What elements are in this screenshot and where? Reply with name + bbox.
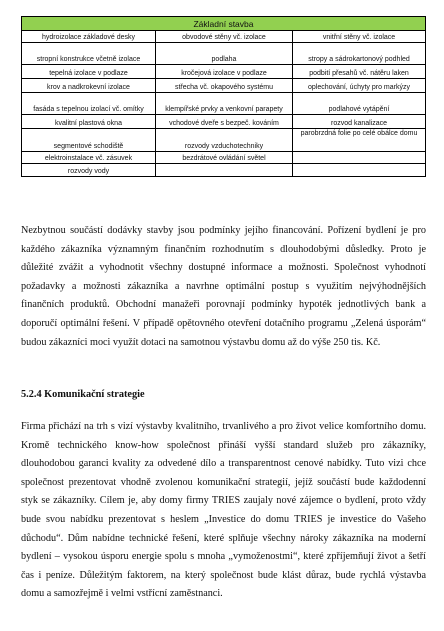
table-cell: tepelná izolace v podlaze xyxy=(22,65,156,79)
table-cell: elektroinstalace vč. zásuvek xyxy=(22,152,156,164)
table-cell: vchodové dveře s bezpeč. kováním xyxy=(156,115,293,129)
table-row xyxy=(22,65,426,79)
table-row xyxy=(22,129,426,152)
table-cell: krov a nadkrokevní izolace xyxy=(22,79,156,93)
table-row xyxy=(22,31,426,43)
table-cell: rozvod kanalizace xyxy=(293,115,426,129)
table-cell: stropy a sádrokartonový podhled xyxy=(293,43,426,65)
section-heading: 5.2.4 Komunikační strategie xyxy=(21,389,145,400)
table-cell xyxy=(293,164,426,177)
table-cell: oplechování, úchyty pro markýzy xyxy=(293,79,426,93)
financing-paragraph: Nezbytnou součástí dodávky stavby jsou podmínky jejího financování. Pořízení bydlení je pro každého zákazníka významným finančním rozhodnutím s dlouhodobými důsledky. Proto je důležité zvážit a vyhodnotit všechny dostupné informace a možnosti. Společnost vyhodnotí požadavky a možnosti zákazníka a navrhne optimální postup s využitím nejvýhodnějších finančních produktů. Obchodní manažeři porovnají podmínky hypoték jednotlivých bank a doporučí optimální řešení. V případě opětovného otevření dotačního programu „Zelená úsporám“ budou zákazníci moci využít dotaci na samotnou výstavbu domu až do výše 250 tis. Kč. xyxy=(21,225,426,348)
table-cell: kvalitní plastová okna xyxy=(22,115,156,129)
table-cell xyxy=(293,152,426,164)
table-cell: podbití přesahů vč. nátěru laken xyxy=(293,65,426,79)
table-cell: klempířské prvky a venkovní parapety xyxy=(156,93,293,115)
table-cell: bezdrátové ovládání světel xyxy=(156,152,293,164)
table-cell: vnitřní stěny vč. izolace xyxy=(293,31,426,43)
table-row xyxy=(22,115,426,129)
table-cell: podlahové vytápění xyxy=(293,93,426,115)
table-row xyxy=(22,79,426,93)
table-cell xyxy=(156,164,293,177)
table-row xyxy=(22,43,426,65)
table-cell: podlaha xyxy=(156,43,293,65)
table-row xyxy=(22,152,426,164)
communication-paragraph: Firma přichází na trh s vizí výstavby kvalitního, trvanlivého a pro život velice komfortního domu. Kromě technického know-how společnost přináší vyšší standard služeb pro zákazníky, dlouhodobou garanci kvality za odvedené dílo a transparentnost cenové nabídky. Tuto vizi chce společnost prezentovat vhodně zvolenou komunikační strategií, jejíž součástí bude každodenní styk se zákazníky. Cílem je, aby domy firmy TRIES zaujaly nové zájemce o bydlení, proto vždy bude svou nabídku prezentovat s heslem „Investice do domu TRIES je investice do Vašeho důchodu“. Dům nabídne technické řešení, které splňuje všechny nároky zákazníka na moderní bydlení – vysokou úsporu energie spolu s mnoha „vymoženostmi“, které zpříjemňují život a šetří čas i peníze. Důležitým faktorem, na který společnost bude klást důraz, bude rychlá výstavba domu a samozřejmě i velmi vstřícní zaměstnanci. xyxy=(21,421,426,600)
table-cell: segmentové schodiště xyxy=(22,129,156,152)
table-cell: kročejová izolace v podlaze xyxy=(156,65,293,79)
table-cell: rozvody vody xyxy=(22,164,156,177)
table-header: Základní stavba xyxy=(22,17,426,31)
table-cell: střecha vč. okapového systému xyxy=(156,79,293,93)
table-cell: obvodové stěny vč. izolace xyxy=(156,31,293,43)
table-cell: rozvody vzduchotechniky xyxy=(156,129,293,152)
table-header-row xyxy=(22,17,426,31)
table-cell: hydroizolace základové desky xyxy=(22,31,156,43)
table-cell: stropní konstrukce včetně izolace xyxy=(22,43,156,65)
table-row xyxy=(22,93,426,115)
table-row xyxy=(22,164,426,177)
table-cell: parobrzdná folie po celé obálce domu xyxy=(293,129,426,152)
table-cell: fasáda s tepelnou izolací vč. omítky xyxy=(22,93,156,115)
construction-table xyxy=(21,16,426,177)
